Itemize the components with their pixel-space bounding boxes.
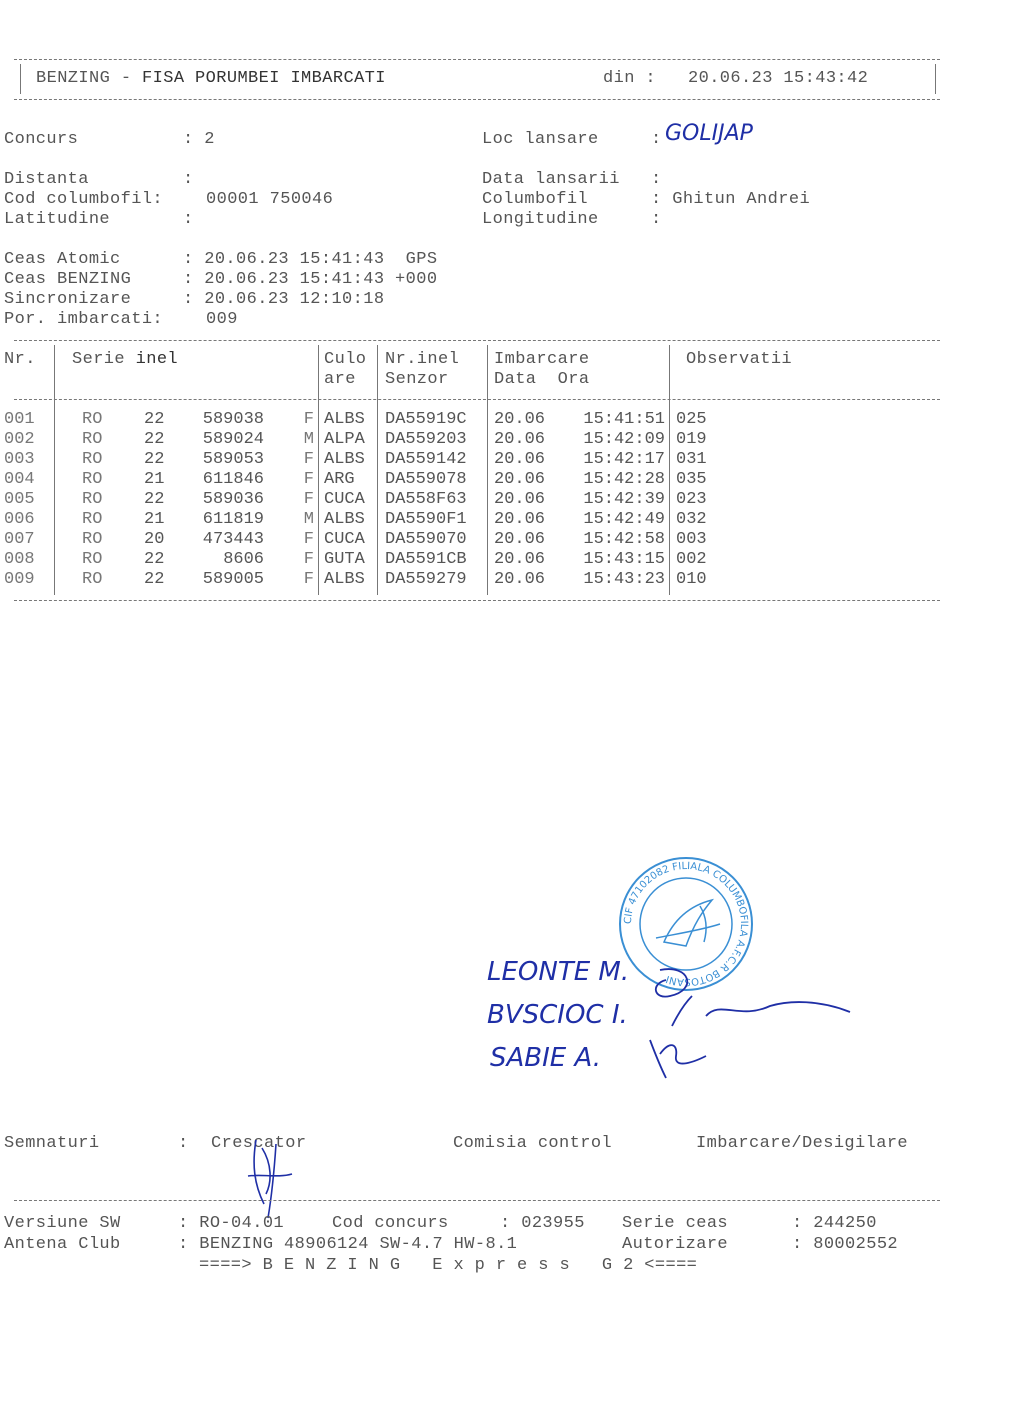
cell-inel: 589053 [202, 450, 264, 469]
cell-data: 20.06 [494, 450, 546, 469]
cell-ora: 15:42:17 [583, 450, 665, 469]
cell-tara: RO [82, 450, 103, 469]
cell-inel: 611846 [202, 470, 264, 489]
cell-culoare: ALBS [324, 450, 365, 469]
concurs-value: 2 [204, 130, 215, 149]
cell-senzor: DA5591CB [385, 550, 467, 569]
cell-ora: 15:42:39 [583, 490, 665, 509]
cell-tara: RO [82, 430, 103, 449]
cell-inel: 589036 [202, 490, 264, 509]
cell-senzor: DA5590F1 [385, 510, 467, 529]
cell-culoare: ALBS [324, 410, 365, 429]
cell-ora: 15:42:09 [583, 430, 665, 449]
col-header-nr: Nr. [4, 350, 36, 369]
cell-ora: 15:42:58 [583, 530, 665, 549]
cell-an: 22 [144, 570, 165, 589]
serie-ceas-value: 244250 [813, 1214, 877, 1233]
cell-senzor: DA559078 [385, 470, 467, 489]
ceas-atomic-label: Ceas Atomic [4, 250, 121, 269]
cell-an: 20 [144, 530, 165, 549]
loc-lansare-value: GOLIJAP [665, 121, 753, 146]
cell-tara: RO [82, 530, 103, 549]
table-top-border [14, 340, 940, 341]
cell-an: 22 [144, 410, 165, 429]
cell-culoare: CUCA [324, 530, 365, 549]
benzing-brand-line: ====> B E N Z I N G E x p r e s s G 2 <==== [199, 1256, 698, 1275]
table-sep-senzor [487, 345, 488, 595]
cell-obs: 032 [676, 510, 707, 529]
svg-text:CIF 47102082 FILIALA COLUMBOFI: CIF 47102082 FILIALA COLUMBOFILA A.F.C.R BOTOSANI [622, 860, 750, 988]
data-lansarii-label: Data lansarii [482, 170, 620, 189]
header-title: FISA PORUMBEI IMBARCATI [142, 69, 386, 88]
cell-obs: 031 [676, 450, 707, 469]
handwritten-name-1: LEONTE M. [487, 957, 630, 987]
cell-sex: F [303, 530, 314, 549]
cell-nr: 003 [4, 450, 35, 469]
sincronizare-value: 20.06.23 12:10:18 [204, 290, 385, 309]
cell-an: 22 [144, 490, 165, 509]
cell-data: 20.06 [494, 410, 546, 429]
cell-senzor: DA559279 [385, 570, 467, 589]
por-imbarcati-label: Por. imbarcati: [4, 310, 164, 329]
header-din-label: din : [603, 69, 657, 88]
cell-sex: F [303, 550, 314, 569]
sincronizare-label: Sincronizare [4, 290, 132, 309]
cell-ora: 15:42:49 [583, 510, 665, 529]
footer-separator [14, 1200, 940, 1201]
cell-inel: 589038 [202, 410, 264, 429]
cell-an: 22 [144, 550, 165, 569]
cell-an: 21 [144, 510, 165, 529]
cell-nr: 004 [4, 470, 35, 489]
cell-sex: F [303, 450, 314, 469]
imbarcare-desigilare-label: Imbarcare/Desigilare [696, 1134, 909, 1153]
cell-sex: M [303, 510, 314, 529]
cell-data: 20.06 [494, 570, 546, 589]
antena-club-label: Antena Club [4, 1235, 121, 1254]
header-left-border [20, 64, 21, 94]
cell-inel: 8606 [223, 550, 264, 569]
header-right-border [935, 64, 936, 94]
cell-ora: 15:42:28 [583, 470, 665, 489]
cell-culoare: ALBS [324, 510, 365, 529]
col-header-observatii: Observatii [686, 350, 793, 369]
cell-obs: 025 [676, 410, 707, 429]
col-header-culoare-2: are [324, 370, 356, 389]
cell-culoare: ALBS [324, 570, 365, 589]
versiune-sw-value: RO-04.01 [199, 1214, 285, 1233]
serie-ceas-label: Serie ceas [622, 1214, 729, 1233]
cell-sex: M [303, 430, 314, 449]
table-header-border [14, 399, 940, 400]
cell-tara: RO [82, 490, 103, 509]
latitudine-label: Latitudine [4, 210, 111, 229]
col-header-imbarcare-2: Data Ora [494, 370, 590, 389]
cell-nr: 008 [4, 550, 35, 569]
handwritten-name-2: BVSCIOC I. [487, 1000, 628, 1030]
cell-sex: F [303, 410, 314, 429]
versiune-sw-label: Versiune SW [4, 1214, 121, 1233]
col-header-serie: Serie [72, 350, 136, 369]
cell-senzor: DA559203 [385, 430, 467, 449]
handwritten-name-3: SABIE A. [490, 1043, 602, 1073]
header-din-value: 20.06.23 15:43:42 [688, 69, 869, 88]
cell-nr: 005 [4, 490, 35, 509]
cell-nr: 001 [4, 410, 35, 429]
cell-data: 20.06 [494, 490, 546, 509]
cell-ora: 15:43:23 [583, 570, 665, 589]
ceas-benzing-label: Ceas BENZING [4, 270, 132, 289]
col-header-imbarcare-1: Imbarcare [494, 350, 590, 369]
cell-nr: 006 [4, 510, 35, 529]
cod-columbofil-label: Cod columbofil: [4, 190, 164, 209]
cell-obs: 010 [676, 570, 707, 589]
cod-columbofil-value: 00001 750046 [206, 190, 334, 209]
cell-inel: 611819 [202, 510, 264, 529]
cell-data: 20.06 [494, 470, 546, 489]
table-sep-culoare [377, 345, 378, 595]
cell-sex: F [303, 570, 314, 589]
cell-data: 20.06 [494, 510, 546, 529]
cell-culoare: GUTA [324, 550, 365, 569]
header-bottom-border [14, 99, 940, 100]
cell-tara: RO [82, 570, 103, 589]
handwritten-signatures [620, 960, 880, 1100]
cell-ora: 15:41:51 [583, 410, 665, 429]
antena-club-value: BENZING 48906124 SW-4.7 HW-8.1 [199, 1235, 518, 1254]
cell-inel: 589024 [202, 430, 264, 449]
cell-inel: 473443 [202, 530, 264, 549]
cell-senzor: DA559070 [385, 530, 467, 549]
cell-nr: 007 [4, 530, 35, 549]
cell-tara: RO [82, 410, 103, 429]
cell-sex: F [303, 490, 314, 509]
cod-concurs-label: Cod concurs [332, 1214, 449, 1233]
cell-senzor: DA558F63 [385, 490, 467, 509]
header-top-border [14, 59, 940, 60]
ceas-benzing-value: 20.06.23 15:41:43 +000 [204, 270, 438, 289]
cell-sex: F [303, 470, 314, 489]
cell-obs: 003 [676, 530, 707, 549]
cell-data: 20.06 [494, 430, 546, 449]
col-header-nrinel-2: Senzor [385, 370, 449, 389]
crescator-label: Crescator [211, 1134, 307, 1153]
table-sep-nr [54, 345, 55, 595]
cell-culoare: ARG [324, 470, 355, 489]
cod-concurs-value: 023955 [521, 1214, 585, 1233]
cell-an: 22 [144, 450, 165, 469]
cell-ora: 15:43:15 [583, 550, 665, 569]
col-header-inel: inel [135, 350, 179, 369]
comisia-control-label: Comisia control [453, 1134, 613, 1153]
cell-data: 20.06 [494, 530, 546, 549]
cell-obs: 002 [676, 550, 707, 569]
loc-lansare-label: Loc lansare [482, 130, 599, 149]
columbofil-label: Columbofil [482, 190, 589, 209]
table-bottom-border [14, 600, 940, 601]
cell-senzor: DA559142 [385, 450, 467, 469]
autorizare-value: 80002552 [813, 1235, 899, 1254]
cell-obs: 019 [676, 430, 707, 449]
cell-nr: 002 [4, 430, 35, 449]
crescator-signature [242, 1134, 302, 1224]
cell-culoare: CUCA [324, 490, 365, 509]
cell-tara: RO [82, 510, 103, 529]
autorizare-label: Autorizare [622, 1235, 729, 1254]
cell-nr: 009 [4, 570, 35, 589]
ceas-atomic-value: 20.06.23 15:41:43 GPS [204, 250, 438, 269]
cell-inel: 589005 [202, 570, 264, 589]
cell-tara: RO [82, 550, 103, 569]
por-imbarcati-value: 009 [206, 310, 238, 329]
cell-data: 20.06 [494, 550, 546, 569]
col-header-culoare-1: Culo [324, 350, 367, 369]
cell-senzor: DA55919C [385, 410, 467, 429]
concurs-label: Concurs [4, 130, 79, 149]
longitudine-label: Longitudine [482, 210, 599, 229]
cell-culoare: ALPA [324, 430, 365, 449]
cell-obs: 035 [676, 470, 707, 489]
semnaturi-label: Semnaturi [4, 1134, 100, 1153]
distanta-label: Distanta [4, 170, 89, 189]
table-sep-imbarcare [669, 345, 670, 595]
col-header-nrinel-1: Nr.inel [385, 350, 460, 369]
cell-tara: RO [82, 470, 103, 489]
header-title-prefix: BENZING - [36, 69, 143, 88]
table-sep-serie [318, 345, 319, 595]
cell-an: 21 [144, 470, 165, 489]
columbofil-value: Ghitun Andrei [672, 190, 811, 209]
cell-an: 22 [144, 430, 165, 449]
cell-obs: 023 [676, 490, 707, 509]
